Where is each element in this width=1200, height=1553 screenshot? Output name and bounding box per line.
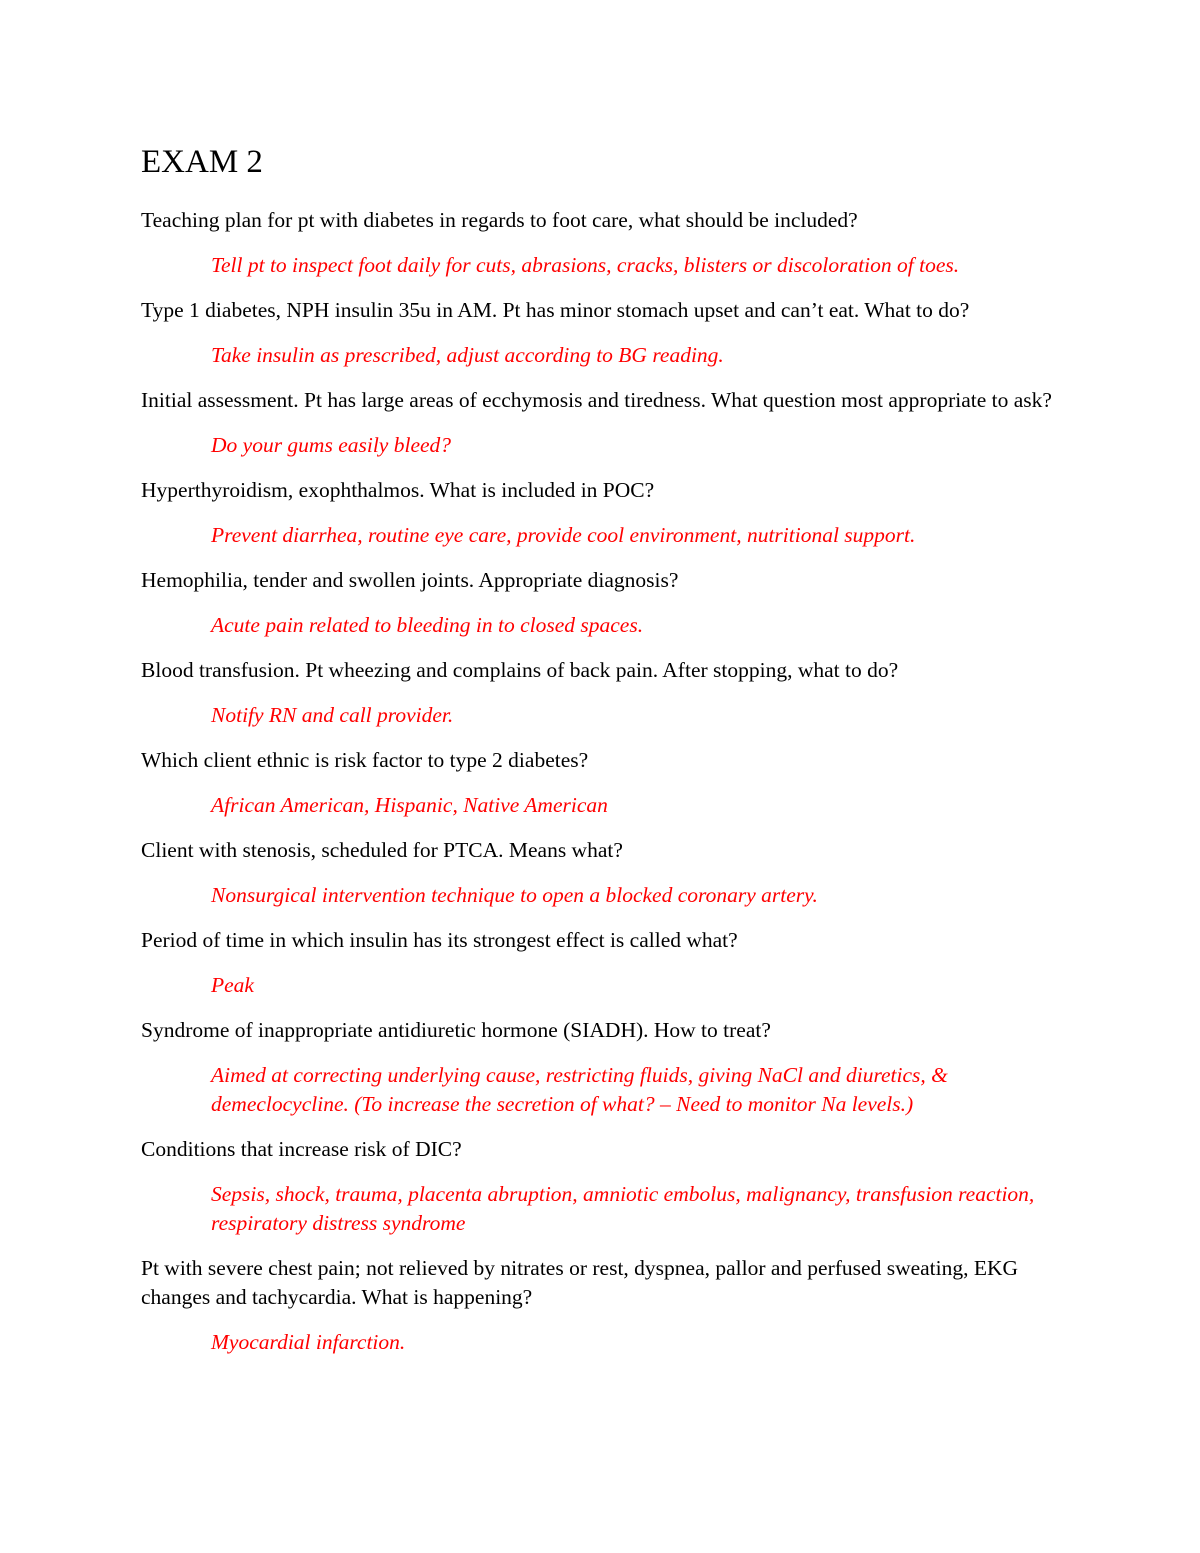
answer-text: Tell pt to inspect foot daily for cuts, abrasions, cracks, blisters or discoloration of toes. [211,253,960,277]
qa-item-10 [141,1016,1061,1119]
answer-text: Nonsurgical intervention technique to open a blocked coronary artery. [211,883,818,907]
question-text: Blood transfusion. Pt wheezing and complains of back pain. After stopping, what to do? [141,658,899,682]
document-title: EXAM 2 [141,144,263,180]
qa-item-6 [141,656,1061,730]
qa-item-7 [141,746,1061,820]
answer-text: Do your gums easily bleed? [211,433,452,457]
answer-text: Peak [211,973,254,997]
question-text: Period of time in which insulin has its strongest effect is called what? [141,928,738,952]
answer-text: Sepsis, shock, trauma, placenta abruption, amniotic embolus, malignancy, transfusion reaction, respiratory distress syndrome [211,1182,1035,1235]
question-text: Hemophilia, tender and swollen joints. Appropriate diagnosis? [141,568,679,592]
qa-item-5 [141,566,1061,640]
question-text: Which client ethnic is risk factor to type 2 diabetes? [141,748,589,772]
question-text: Syndrome of inappropriate antidiuretic hormone (SIADH). How to treat? [141,1018,771,1042]
qa-item-3 [141,386,1061,460]
answer-text: African American, Hispanic, Native American [211,793,608,817]
answer-text: Take insulin as prescribed, adjust according to BG reading. [211,343,724,367]
qa-item-12 [141,1254,1061,1357]
answer-text: Acute pain related to bleeding in to closed spaces. [211,613,644,637]
qa-item-2 [141,296,1061,370]
qa-item-11 [141,1135,1061,1238]
answer-text: Myocardial infarction. [211,1330,406,1354]
answer-text: Aimed at correcting underlying cause, restricting fluids, giving NaCl and diuretics, & demeclocycline. (To increase the secretion of what? – Need to monitor Na levels.) [211,1063,948,1116]
qa-item-1 [141,206,1061,280]
answer-text: Prevent diarrhea, routine eye care, provide cool environment, nutritional support. [211,523,916,547]
qa-item-9 [141,926,1061,1000]
question-text: Initial assessment. Pt has large areas of ecchymosis and tiredness. What question most appropriate to ask? [141,388,1052,412]
question-text: Type 1 diabetes, NPH insulin 35u in AM. Pt has minor stomach upset and can’t eat. What to do? [141,298,970,322]
question-text: Client with stenosis, scheduled for PTCA. Means what? [141,838,623,862]
document-body [141,140,1061,1373]
question-text: Hyperthyroidism, exophthalmos. What is included in POC? [141,478,655,502]
question-text: Pt with severe chest pain; not relieved by nitrates or rest, dyspnea, pallor and perfused sweating, EKG changes and tachycardia. What is happening? [141,1256,1019,1309]
qa-item-4 [141,476,1061,550]
answer-text: Notify RN and call provider. [211,703,454,727]
question-text: Conditions that increase risk of DIC? [141,1137,462,1161]
question-text: Teaching plan for pt with diabetes in regards to foot care, what should be included? [141,208,858,232]
qa-item-8 [141,836,1061,910]
